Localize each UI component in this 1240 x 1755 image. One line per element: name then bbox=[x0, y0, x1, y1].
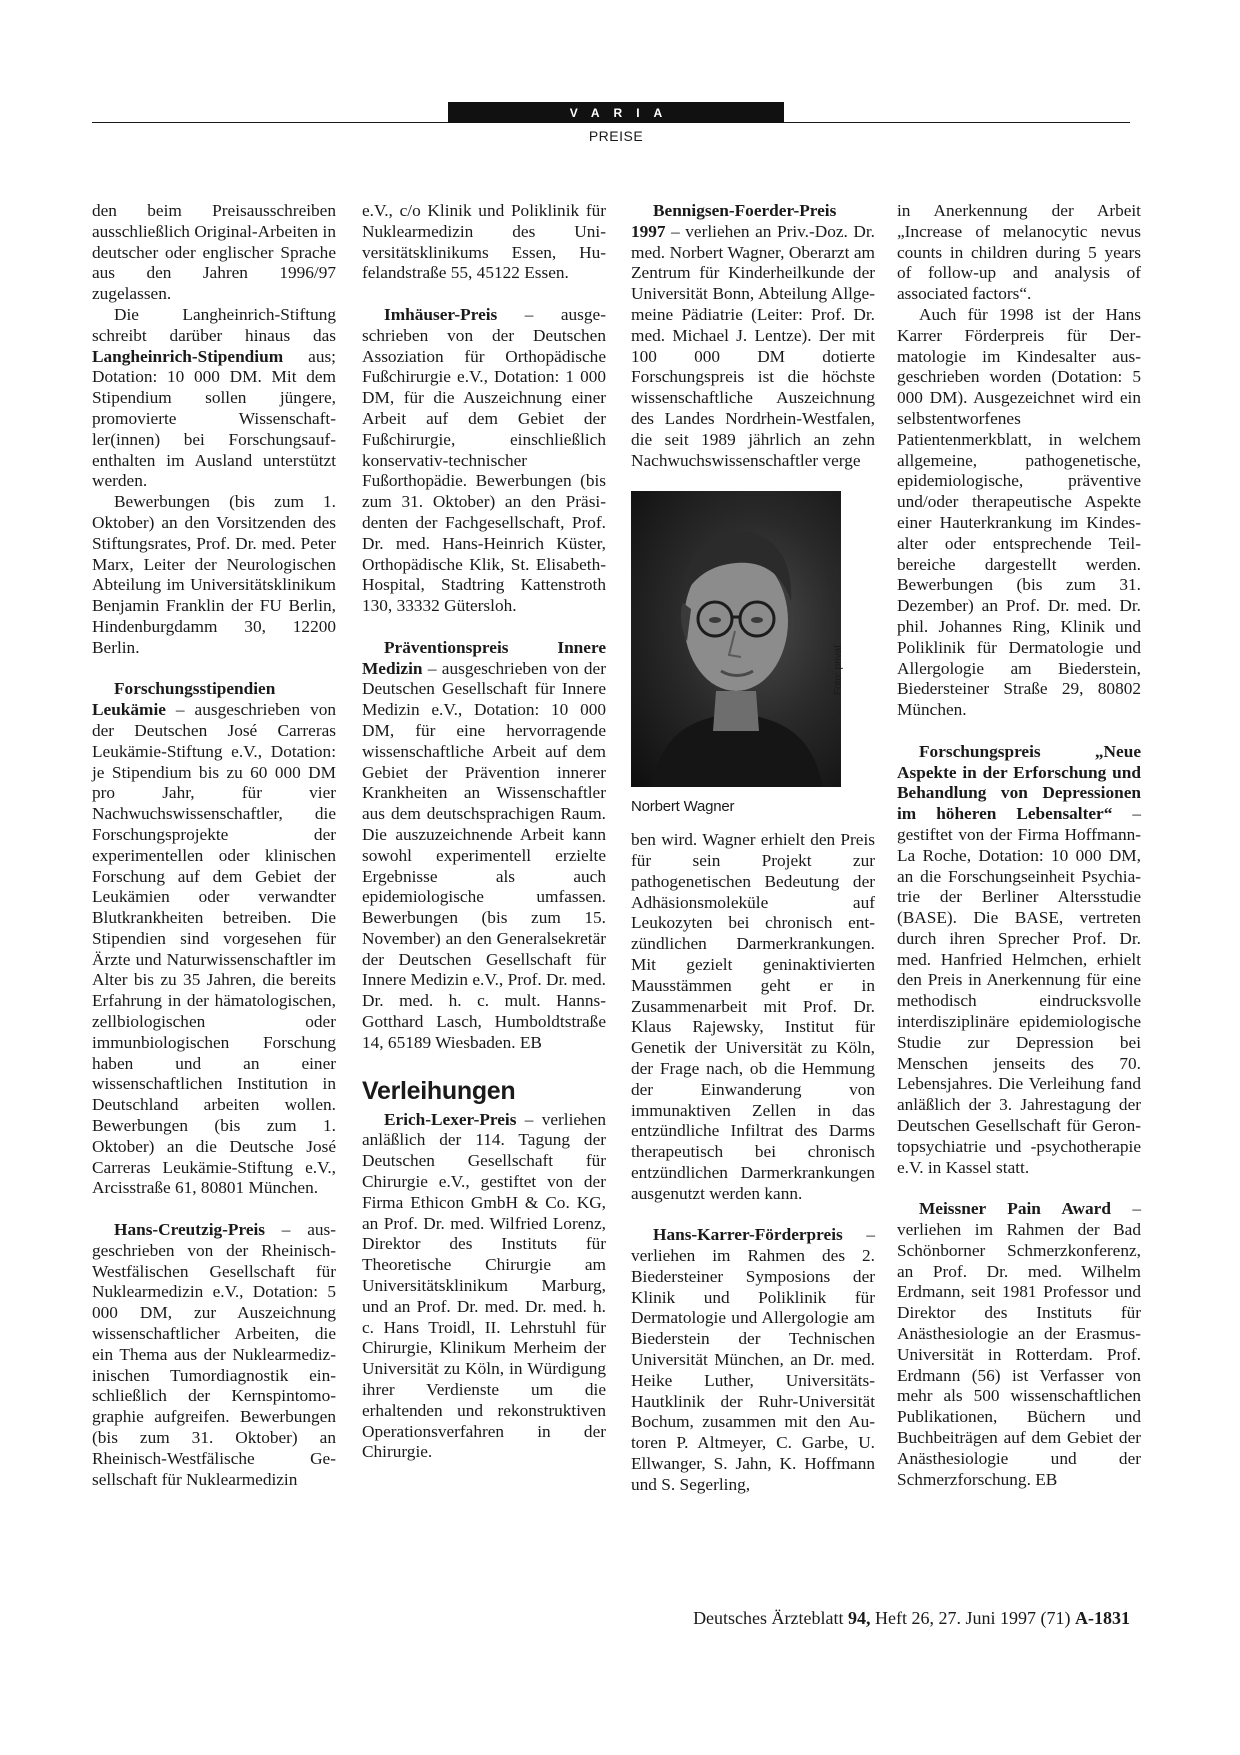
article-column-4 bbox=[897, 201, 1141, 1490]
paragraph: den beim Preisausschreiben ausschließlich Original-Arbeiten in deutscher oder englischer Sprache aus den Jahren 1996/97 zugelassen. bbox=[92, 201, 336, 304]
award-name: Hans-Creutzig-Preis bbox=[114, 1220, 266, 1240]
journal-name: Deutsches Ärzteblatt bbox=[693, 1608, 849, 1628]
award-name: Hans-Karrer-Förderpreis bbox=[653, 1225, 843, 1245]
award-name: Meissner Pain Award bbox=[919, 1199, 1111, 1219]
award-entry: Hans-Karrer-Förderpreis – verliehen im Rahmen des 2. Biedersteiner Symposions der Klinik und Poliklinik für Dermatologie und Allergologie am Biederstein der Technischen Universität München, an Dr. med. Heike Luther, Universitäts-Hautklinik der Ruhr-Universität Bochum, zusammen mit den Autoren P. Altmeyer, C. Garbe, U. Ellwanger, S. Jahn, K. Hoffmann und S. Segerling, bbox=[631, 1225, 875, 1494]
award-entry: Hans-Creutzig-Preis – ausgeschrieben von der Rheinisch-Westfälischen Gesellschaft für Nuklearmedizin e.V., Dotation: 5 000 DM, zur Auszeichnung wissenschaftlicher Arbeiten, die ein Thema aus der Nuklearmedizinischen Tumordiagnostik einschließlich der Kernspintomographie aufgreifen. Bewerbungen (bis zum 31. Oktober) an Rheinisch-Westfälische Gesellschaft für Nuklearmedizin bbox=[92, 1220, 336, 1489]
photo-caption: Norbert Wagner bbox=[631, 798, 735, 816]
award-name: Präventionspreis Innere Medizin bbox=[362, 637, 606, 678]
portrait-photo bbox=[631, 491, 844, 787]
paragraph: e.V., c/o Klinik und Poliklinik für Nuklearmedizin des Universitätsklinikums Essen, Hufelandstraße 55, 45122 Essen. bbox=[362, 201, 606, 283]
award-name: Imhäuser-Preis bbox=[384, 304, 498, 324]
issue-info: Heft 26, 27. Juni 1997 (71) bbox=[870, 1608, 1075, 1628]
paragraph: Bewerbungen (bis zum 1. Oktober) an den Vorsitzenden des Stiftungsrates, Prof. Dr. med. Peter Marx, Leiter der Neurologischen Abteilung im Universitätsklinikum Benjamin Franklin der FU Berlin, Hindenburgdamm 30, 12200 Berlin. bbox=[92, 492, 336, 657]
paragraph: Auch für 1998 ist der Hans Karrer Förderpreis für Dermatologie im Kindesalter ausgeschrieben worden (Dotation: 5 000 DM). Ausgezeichnet wird ein selbstentworfenes Patientenmerkblatt, in welchem allgemeine, pathogenetische, epidemiologische, präventive und/oder therapeutische Aspekte einer Hauterkrankung im Kindesalter oder entsprechende Teilbereiche dargestellt werden. Bewerbungen (bis zum 31. Dezember) an Prof. Dr. med. Dr. phil. Johannes Ring, Klinik und Poliklinik für Dermatologie und Allergologie am Biederstein, Biedersteiner Straße 29, 80802 München. bbox=[897, 304, 1141, 720]
page-number: A-1831 bbox=[1075, 1608, 1130, 1628]
photo-credit: Foto: privat bbox=[833, 645, 844, 696]
award-name: Forschungspreis „Neue Aspekte in der Erforschung und Behandlung von Depressionen im höheren Lebensalter“ bbox=[897, 741, 1141, 824]
portrait-figure bbox=[631, 491, 875, 818]
paragraph: in Anerkennung der Arbeit „Increase of melanocytic nevus counts in children during 5 years of follow-up and analysis of associated factors“. bbox=[897, 201, 1141, 304]
award-entry: Bennigsen-Foerder-Preis 1997 – verliehen an Priv.-Doz. Dr. med. Norbert Wagner, Oberarzt am Zentrum für Kinderheilkunde der Universität Bonn, Abteilung Allgemeine Pädiatrie (Leiter: Prof. Dr. med. Michael J. Lentze). Der mit 100 000 DM dotierte Forschungspreis ist die höchste wissenschaftliche Auszeichnung des Landes Nordrhein-Westfalen, die seit 1989 jährlich an zehn Nachwuchswissenschaftler verge bbox=[631, 201, 875, 470]
portrait-image bbox=[631, 491, 844, 787]
award-name: Bennigsen-Foerder-Preis 1997 bbox=[631, 201, 837, 241]
award-entry: Erich-Lexer-Preis – verliehen anläßlich der 114. Tagung der Deutschen Gesellschaft für Chirurgie e.V., gestiftet von der Firma Ethicon GmbH & Co. KG, an Prof. Dr. med. Wilfried Lorenz, Direktor des Instituts für Theoretische Chirurgie am Universitätsklinikum Marburg, und an Prof. Dr. med. Dr. med. h. c. Hans Troidl, II. Lehrstuhl für Chirurgie, Klinikum Merheim der Universität zu Köln, in Würdigung ihrer Verdienste um die erhaltenden und rekonstruktiven Operationsverfahren in der Chirurgie. bbox=[362, 1109, 606, 1462]
award-name: Forschungsstipendien Leukämie bbox=[92, 679, 276, 720]
section-title: VARIA bbox=[569, 105, 677, 120]
award-name: Erich-Lexer-Preis bbox=[384, 1109, 517, 1129]
award-entry: Präventionspreis Innere Medizin – ausgeschrieben von der Deutschen Gesellschaft für Innere Medizin e.V., Dotation: 10 000 DM, für eine hervorragende wissenschaftliche Arbeit auf dem Gebiet der Prävention innerer Krankheiten an Wissenschaftler aus dem deutschsprachigen Raum. Die auszuzeichnende Arbeit kann sowohl experimentell erzielte Ergebnisse als auch epidemiologische umfassen. Bewerbungen (bis zum 15. November) an den Generalsekretär der Deutschen Gesellschaft für Innere Medizin e.V., Prof. Dr. med. Dr. med. h. c. mult. Hanns-Gotthard Lasch, Humboldtstraße 14, 65189 Wiesbaden. EB bbox=[362, 637, 606, 1052]
award-entry: Imhäuser-Preis – ausgeschrieben von der Deutschen Assoziation für Orthopädische Fußchirurgie e.V., Dotation: 1 000 DM, für die Auszeichnung einer Arbeit auf dem Gebiet der Fußchirurgie, einschließlich konservativ-technischer Fußorthopädie. Bewerbungen (bis zum 31. Oktober) an den Präsidenten der Fachgesellschaft, Prof. Dr. med. Hans-Heinrich Küster, Orthopädische Klik, St. Elisabeth-Hospital, Stadtring Kattenstroth 130, 33332 Gütersloh. bbox=[362, 304, 606, 616]
paragraph: Die Langheinrich-Stiftung schreibt darüber hinaus das Langheinrich-Stipendium aus; Dotation: 10 000 DM. Mit dem Stipendium sollen jüngere, promovierte Wissenschaftler(innen) bei Forschungsaufenthalten im Ausland unterstützt werden. bbox=[92, 304, 336, 491]
section-header-bar bbox=[448, 102, 784, 123]
article-column-2 bbox=[362, 201, 606, 1463]
paragraph: ben wird. Wagner erhielt den Preis für sein Projekt zur pathogenetischen Bedeutung der Adhäsionsmoleküle auf Leukozyten bei chronisch entzündlichen Darmerkrankungen. Mit gezielt geninaktivierten Mausstämmen geht er in Zusammenarbeit mit Prof. Dr. Klaus Rajewsky, Institut für Genetik der Universität zu Köln, der Frage nach, ob die Hemmung der Einwanderung von immunaktiven Zellen in das entzündliche Infiltrat des Darms therapeutisch bei chronisch entzündlichen Darmerkrankungen ausgenutzt werden kann. bbox=[631, 830, 875, 1203]
page-footer bbox=[630, 1608, 1130, 1629]
section-heading: Verleihungen bbox=[362, 1076, 516, 1105]
award-entry: Forschungspreis „Neue Aspekte in der Erforschung und Behandlung von Depressionen im höheren Lebensalter“ – gestiftet von der Firma Hoffmann-La Roche, Dotation: 10 000 DM, an die Forschungseinheit Psychiatrie der Berliner Altersstudie (BASE). Die BASE, vertreten durch ihren Sprecher Prof. Dr. med. Hanfried Helmchen, erhielt den Preis in Anerkennung für eine methodisch eindrucksvolle interdisziplinäre epidemiologische Studie zur Depression bei Menschen jenseits des 70. Lebensjahres. Die Verleihung fand anläßlich der 3. Jahrestagung der Deutschen Gesellschaft für Gerontopsychiatrie und -psychotherapie e.V. in Kassel statt. bbox=[897, 741, 1141, 1177]
award-entry: Forschungsstipendien Leukämie – ausgeschrieben von der Deutschen José Carreras Leukämie-Stiftung e.V., Dotation: je Stipendium bis zu 60 000 DM pro Jahr, für vier Nachwuchswissenschaftler, die Forschungsprojekte der experimentellen oder klinischen Forschung auf dem Gebiet der Leukämien oder verwandter Blutkrankheiten betreiben. Die Stipendien sind vorgesehen für Ärzte und Naturwissenschaftler im Alter bis zu 35 Jahren, die bereits Erfahrung in der hämatologischen, zellbiologischen oder immunbiologischen Forschung haben und an einer wissenschaftlichen Institution in Deutschland arbeiten wollen. Bewerbungen (bis zum 1. Oktober) an die Deutsche José Carreras Leukämie-Stiftung e.V., Arcisstraße 61, 80801 München. bbox=[92, 679, 336, 1198]
article-column-3 bbox=[631, 201, 875, 1496]
award-entry: Meissner Pain Award – verliehen im Rahmen der Bad Schönborner Schmerzkonferenz, an Prof. Dr. med. Wilhelm Erdmann, seit 1981 Professor und Direktor des Instituts für Anästhesiologie an der Erasmus-Universität in Rotterdam. Prof. Erdmann (56) ist Verfasser von mehr als 500 wissenschaftlichen Publikationen, Büchern und Buchbeiträgen auf dem Gebiet der Anästhesiologie und der Schmerzforschung. EB bbox=[897, 1199, 1141, 1489]
volume-number: 94, bbox=[848, 1608, 871, 1628]
subsection-title: PREISE bbox=[588, 128, 644, 144]
article-column-1 bbox=[92, 201, 336, 1490]
